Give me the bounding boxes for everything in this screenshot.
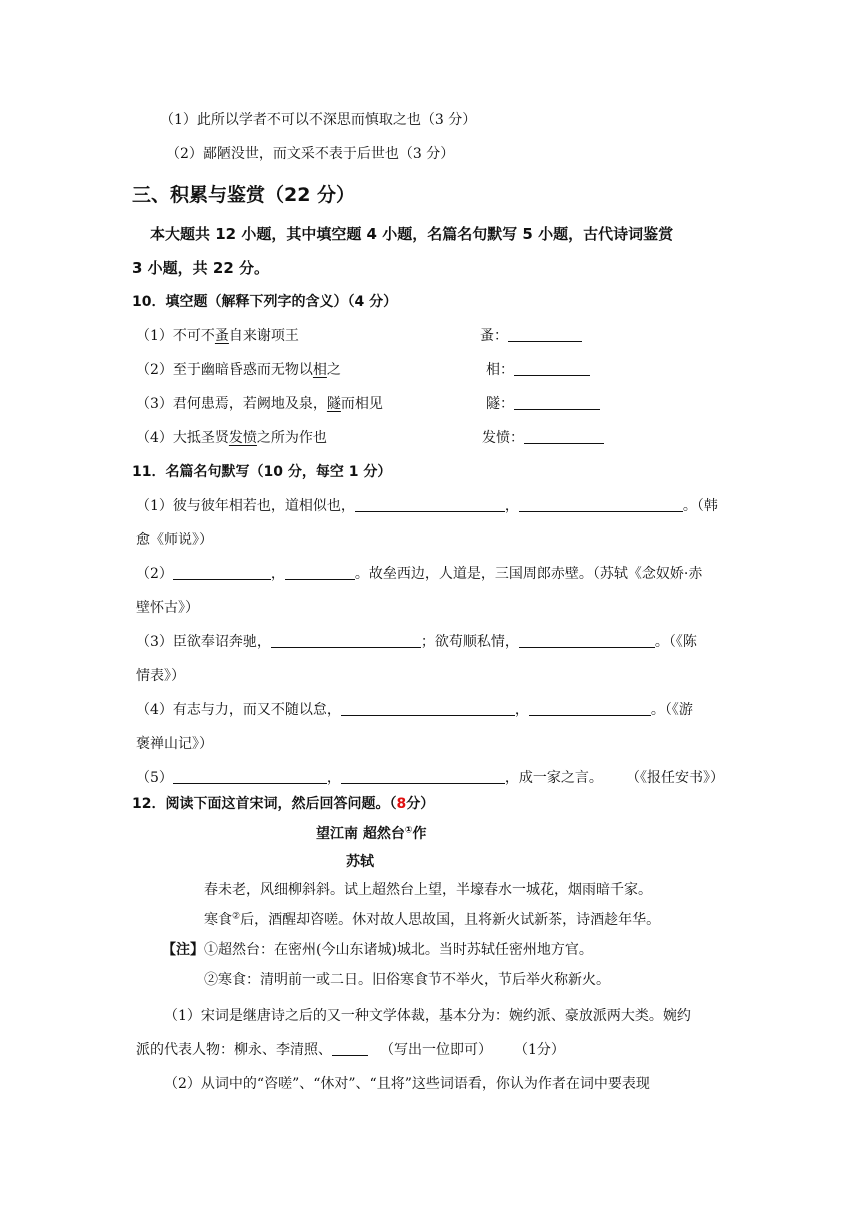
fill-blank[interactable] [332, 1041, 368, 1056]
question-10-title: 10．填空题（解释下列字的含义）（4 分） [132, 294, 398, 310]
poem-title-text: 作 [412, 826, 427, 842]
title-text: 12．阅读下面这首宋词，然后回答问题。（ [132, 796, 397, 812]
answer-blank[interactable] [524, 429, 604, 444]
footnote-marker: ① [404, 825, 413, 836]
question-11-item-4 [136, 700, 693, 720]
question-11-title: 11．名篇名句默写（10 分，每空 1 分） [132, 464, 392, 480]
item-text: 之 [326, 362, 341, 378]
keyword: 相 [312, 362, 327, 378]
item-text: （2）至于幽暗昏惑而无物以 [136, 362, 313, 378]
fill-blank[interactable] [285, 565, 355, 580]
sub-question-1-line-2 [136, 1040, 565, 1060]
keyword: 发愤 [228, 430, 257, 446]
question-11-item-2-cont: 壁怀古》） [136, 600, 199, 616]
question-10-item-3 [136, 394, 383, 414]
question-12-title [132, 794, 434, 814]
poem-title-text: 望江南 超然台 [316, 826, 405, 842]
item-text: （4）有志与力，而又不随以怠， [136, 702, 341, 718]
item-text: 。（《陈 [654, 634, 697, 650]
item-text: ， [504, 498, 519, 514]
section-heading: 三、积累与鉴赏（22 分） [132, 184, 356, 206]
answer-label: 隧： [486, 396, 514, 412]
question-11-item-5 [136, 768, 603, 788]
answer-2 [486, 360, 590, 380]
answer-label: 相： [486, 362, 514, 378]
item-text: ，成一家之言。 [504, 770, 603, 786]
answer-blank[interactable] [514, 361, 590, 376]
question-11-item-3-cont: 情表》） [136, 668, 185, 684]
poem-text: 后，酒醒却咨嗟。休对故人思故国，且将新火试新茶，诗酒趁年华。 [240, 912, 661, 928]
fill-blank[interactable] [173, 565, 271, 580]
poem-text: 寒食 [204, 912, 232, 928]
keyword: 蚤 [214, 328, 229, 344]
answer-blank[interactable] [508, 327, 582, 342]
fill-blank[interactable] [173, 769, 327, 784]
score-text: （1分） [514, 1042, 565, 1058]
item-text: ， [326, 770, 341, 786]
item-text: （3）臣欲奉诏奔驰， [136, 634, 271, 650]
answer-4 [482, 428, 604, 448]
section-intro-line-2: 3 小题，共 22 分。 [132, 259, 269, 277]
translation-question-2: （2）鄙陋没世，而文采不表于后世也（3 分） [166, 146, 455, 162]
question-10-item-2 [136, 360, 341, 380]
item-text: （2） [136, 566, 173, 582]
sub-question-2: （2）从词中的“咨嗟”、“休对”、“且将”这些词语看，你认为作者在词中要表现 [164, 1076, 650, 1092]
sub-question-1-line-1: （1）宋词是继唐诗之后的又一种文学体裁，基本分为：婉约派、豪放派两大类。婉约 [164, 1008, 691, 1024]
item-text: ， [514, 702, 529, 718]
question-11-item-2 [136, 564, 702, 584]
question-11-item-1 [136, 496, 718, 516]
question-11-item-5-source: （《报任安书》） [626, 770, 724, 786]
item-text: ；欲苟顺私情， [420, 634, 519, 650]
item-text: （写出一位即可） [380, 1042, 492, 1058]
item-text: （5） [136, 770, 173, 786]
fill-blank[interactable] [519, 497, 683, 512]
fill-blank[interactable] [529, 701, 651, 716]
item-text: 而相见 [340, 396, 383, 412]
title-text: 分） [406, 796, 435, 812]
poem-line-2 [204, 910, 660, 930]
item-text: 。故垒西边，人道是，三国周郎赤壁。（苏轼《念奴娇·赤 [354, 566, 703, 582]
score-value: 8 [396, 796, 407, 812]
item-text: （1）彼与彼年相若也，道相似也， [136, 498, 355, 514]
item-text: 自来谢项王 [228, 328, 299, 344]
poem-title [316, 824, 427, 844]
item-text: 。（韩 [682, 498, 718, 514]
poem-line-1: 春未老，风细柳斜斜。试上超然台上望，半壕春水一城花，烟雨暗千家。 [204, 882, 652, 898]
item-text: （1）不可不 [136, 328, 215, 344]
question-11-item-4-cont: 褒禅山记》） [136, 736, 213, 752]
note-2: ②寒食：清明前一或二日。旧俗寒食节不举火，节后举火称新火。 [204, 972, 610, 988]
fill-blank[interactable] [355, 497, 505, 512]
poem-author: 苏轼 [346, 854, 374, 870]
item-text: （4）大抵圣贤 [136, 430, 229, 446]
answer-3 [486, 394, 600, 414]
question-10-item-1 [136, 326, 299, 346]
fill-blank[interactable] [341, 701, 515, 716]
question-11-item-1-cont: 愈《师说》） [136, 532, 213, 548]
fill-blank[interactable] [519, 633, 655, 648]
answer-label: 发愤： [482, 430, 524, 446]
answer-blank[interactable] [514, 395, 600, 410]
answer-1 [480, 326, 582, 346]
item-text: （3）君何患焉，若阙地及泉， [136, 396, 327, 412]
note-text: ①超然台：在密州(今山东诸城)城北。当时苏轼任密州地方官。 [204, 942, 593, 958]
note-1 [162, 940, 593, 960]
section-intro-line-1: 本大题共 12 小题，其中填空题 4 小题，名篇名句默写 5 小题，古代诗词鉴赏 [150, 225, 674, 243]
footnote-marker: ② [232, 911, 241, 922]
translation-question-1: （1）此所以学者不可以不深思而慎取之也（3 分） [160, 112, 477, 128]
item-text: 。（《游 [650, 702, 693, 718]
keyword: 隧 [326, 396, 341, 412]
fill-blank[interactable] [341, 769, 505, 784]
item-text: ， [270, 566, 285, 582]
fill-blank[interactable] [271, 633, 421, 648]
item-text: 派的代表人物：柳永、李清照、 [136, 1042, 332, 1058]
question-11-item-3 [136, 632, 697, 652]
question-10-item-4 [136, 428, 327, 448]
answer-label: 蚤： [480, 328, 508, 344]
note-label: 【注】 [162, 942, 204, 958]
item-text: 之所为作也 [256, 430, 327, 446]
